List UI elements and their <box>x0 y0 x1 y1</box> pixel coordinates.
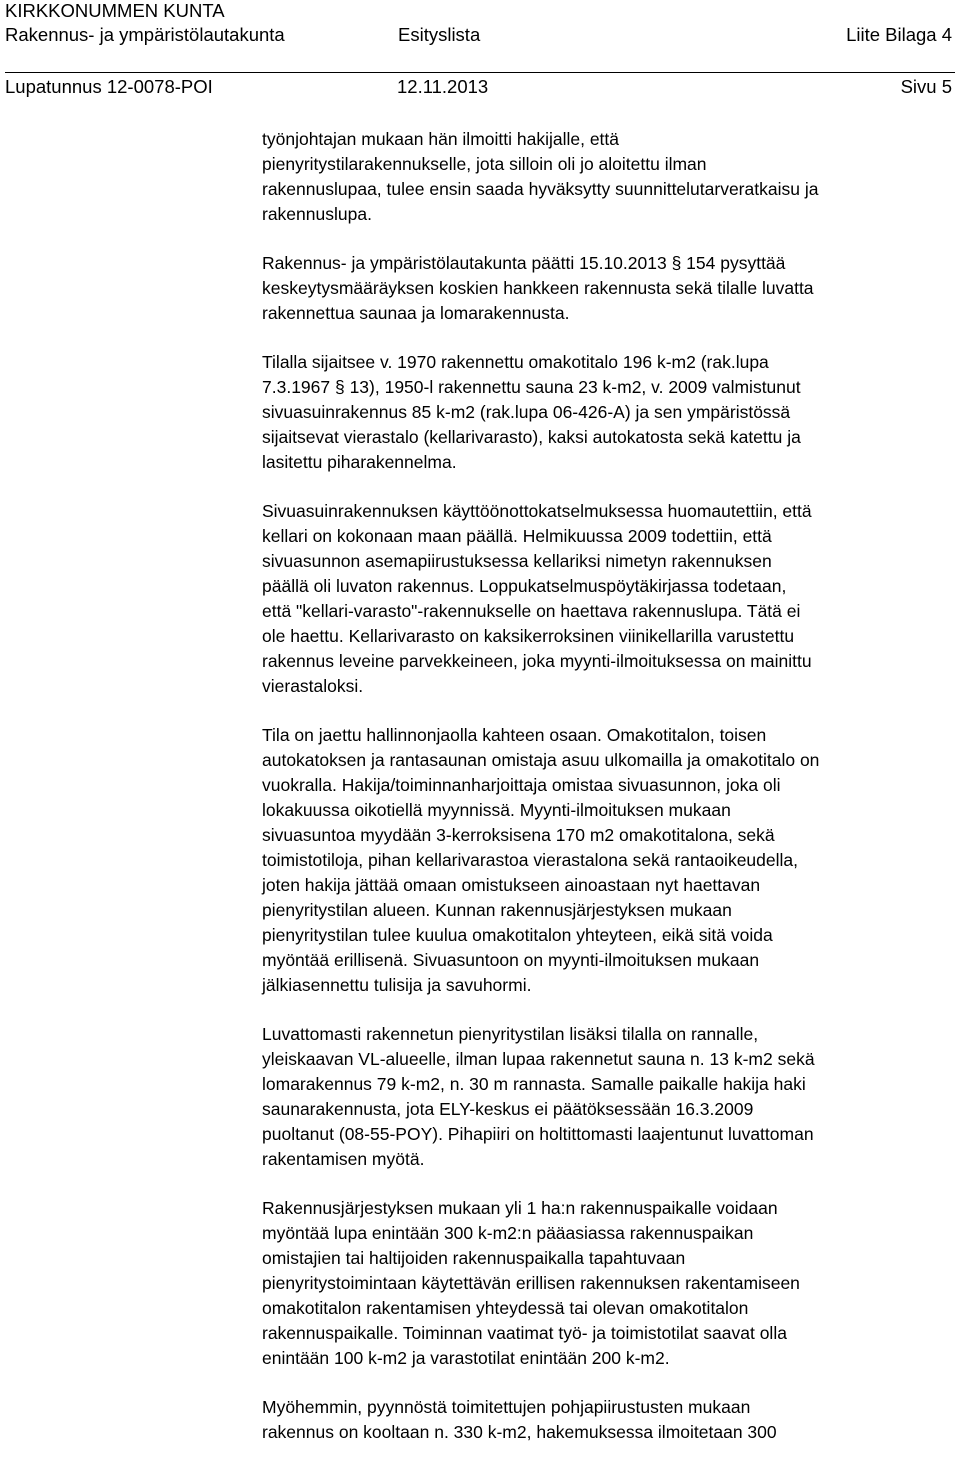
paragraph <box>262 350 960 475</box>
text-line: sivuasunnon asemapiirustuksessa kellariksi nimetyn rakennuksen <box>262 551 772 571</box>
text-line: myöntää erillisenä. Sivuasuntoon on myynti-ilmoituksen mukaan <box>262 950 760 970</box>
text-line: vierastaloksi. <box>262 676 364 696</box>
text-line: rakentamisen myötä. <box>262 1149 425 1169</box>
document-body <box>262 127 960 1469</box>
org-name: KIRKKONUMMEN KUNTA <box>5 0 225 21</box>
text-line: toimistotiloja, pihan kellarivarastoa vierastalona sekä rantaoikeudella, <box>262 850 798 870</box>
text-line: sivuasuinrakennus 85 k-m2 (rak.lupa 06-426-A) ja sen ympäristössä <box>262 402 791 422</box>
text-line: Rakennusjärjestyksen mukaan yli 1 ha:n rakennuspaikalle voidaan <box>262 1198 778 1218</box>
text-line: lokakuussa oikotiellä myynnissä. Myynti-ilmoituksen mukaan <box>262 800 731 820</box>
text-line: lomarakennus 79 k-m2, n. 30 m rannasta. Samalle paikalle hakija haki <box>262 1074 806 1094</box>
text-line: päällä oli luvaton rakennus. Loppukatselmuspöytäkirjassa todetaan, <box>262 576 787 596</box>
paragraph <box>262 1196 960 1371</box>
text-line: vuokralla. Hakija/toiminnanharjoittaja omistaa sivuasunnon, joka oli <box>262 775 781 795</box>
text-line: yleiskaavan VL-alueelle, ilman lupaa rakennetut sauna n. 13 k-m2 sekä <box>262 1049 815 1069</box>
text-line: lasitettu piharakennelma. <box>262 452 457 472</box>
text-line: enintään 100 k-m2 ja varastotilat enintään 200 k-m2. <box>262 1348 670 1368</box>
header-divider <box>5 72 955 73</box>
text-line: rakennus leveine parvekkeineen, joka myynti-ilmoituksessa on mainittu <box>262 651 812 671</box>
text-line: omistajien tai haltijoiden rakennuspaikalla tapahtuvaan <box>262 1248 686 1268</box>
document-type: Esityslista <box>398 24 481 45</box>
text-line: Tila on jaettu hallinnonjaolla kahteen osaan. Omakotitalon, toisen <box>262 725 767 745</box>
text-line: sijaitsevat vierastalo (kellarivarasto), kaksi autokatosta sekä katettu ja <box>262 427 801 447</box>
text-line: pienyritystilan tulee kuulua omakotitalon yhteyteen, eikä sitä voida <box>262 925 773 945</box>
text-line: keskeytysmääräyksen koskien hankkeen rakennusta sekä tilalle luvatta <box>262 278 814 298</box>
text-line: pienyritystilarakennukselle, jota silloin oli jo aloitettu ilman <box>262 154 707 174</box>
text-line: myöntää lupa enintään 300 k-m2:n pääasiassa rakennuspaikan <box>262 1223 754 1243</box>
text-line: omakotitalon rakentamisen yhteydessä tai olevan omakotitalon <box>262 1298 749 1318</box>
text-line: rakennuslupa. <box>262 204 372 224</box>
text-line: Myöhemmin, pyynnöstä toimitettujen pohjapiirustusten mukaan <box>262 1397 751 1417</box>
text-line: Rakennus- ja ympäristölautakunta päätti 15.10.2013 § 154 pysyttää <box>262 253 786 273</box>
text-line: työnjohtajan mukaan hän ilmoitti hakijalle, että <box>262 129 620 149</box>
text-line: 7.3.1967 § 13), 1950-l rakennettu sauna 23 k-m2, v. 2009 valmistunut <box>262 377 801 397</box>
text-line: rakennus on kooltaan n. 330 k-m2, hakemuksessa ilmoitetaan 300 <box>262 1422 777 1442</box>
text-line: pienyritystilan alueen. Kunnan rakennusjärjestyksen mukaan <box>262 900 732 920</box>
text-line: puoltanut (08-55-POY). Pihapiiri on holtittomasti laajentunut luvattoman <box>262 1124 814 1144</box>
text-line: rakennuspaikalle. Toiminnan vaatimat työ- ja toimistotilat saavat olla <box>262 1323 787 1343</box>
paragraph <box>262 127 960 227</box>
permit-id: Lupatunnus 12-0078-POI <box>5 76 213 97</box>
text-line: että "kellari-varasto"-rakennukselle on haettava rakennuslupa. Tätä ei <box>262 601 801 621</box>
text-line: rakennettua saunaa ja lomarakennusta. <box>262 303 570 323</box>
committee-name: Rakennus- ja ympäristölautakunta <box>5 24 285 45</box>
text-line: Tilalla sijaitsee v. 1970 rakennettu omakotitalo 196 k-m2 (rak.lupa <box>262 352 769 372</box>
page-number: Sivu 5 <box>900 76 952 97</box>
text-line: pienyritystoimintaan käytettävän erillisen rakennuksen rakentamiseen <box>262 1273 800 1293</box>
paragraph <box>262 1022 960 1172</box>
text-line: Sivuasuinrakennuksen käyttöönottokatselmuksessa huomautettiin, että <box>262 501 812 521</box>
meeting-date: 12.11.2013 <box>397 76 489 97</box>
text-line: kellari on kokonaan maan päällä. Helmikuussa 2009 todettiin, että <box>262 526 772 546</box>
paragraph <box>262 723 960 998</box>
text-line: Luvattomasti rakennetun pienyritystilan lisäksi tilalla on rannalle, <box>262 1024 759 1044</box>
attachment-label: Liite Bilaga 4 <box>846 24 952 45</box>
text-line: ole haettu. Kellarivarasto on kaksikerroksinen viinikellarilla varustettu <box>262 626 795 646</box>
paragraph <box>262 499 960 699</box>
text-line: joten hakija jättää omaan omistukseen ainoastaan nyt haettavan <box>262 875 761 895</box>
paragraph <box>262 1395 960 1445</box>
text-line: sivuasuntoa myydään 3-kerroksisena 170 m2 omakotitalona, sekä <box>262 825 775 845</box>
text-line: autokatoksen ja rantasaunan omistaja asuu ulkomailla ja omakotitalo on <box>262 750 820 770</box>
text-line: rakennuslupaa, tulee ensin saada hyväksytty suunnittelutarveratkaisu ja <box>262 179 819 199</box>
text-line: saunarakennusta, jota ELY-keskus ei päätöksessään 16.3.2009 <box>262 1099 754 1119</box>
paragraph <box>262 251 960 326</box>
text-line: jälkiasennettu tulisija ja savuhormi. <box>262 975 532 995</box>
